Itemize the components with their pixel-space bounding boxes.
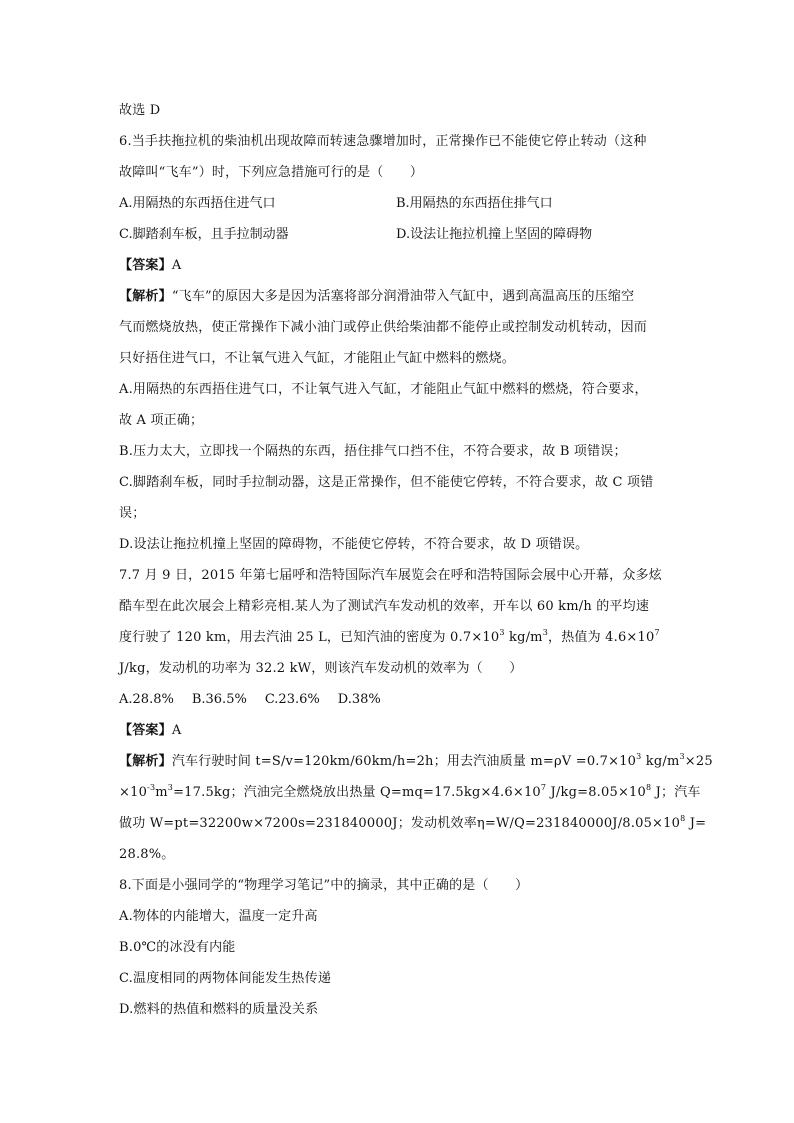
q6-explain-a-line-1: A.用隔热的东西捂住进气口，不让氧气进入气缸，才能阻止气缸中燃料的燃烧，符合要求， bbox=[119, 382, 648, 397]
superscript: 3 bbox=[636, 752, 642, 761]
q8-option-d: D.燃料的热值和燃料的质量没关系 bbox=[119, 1002, 319, 1017]
q6-explain-c-line-2: 误； bbox=[119, 506, 146, 521]
q7-analysis-line-2 bbox=[119, 783, 701, 803]
analysis-tag: 【解析】 bbox=[119, 289, 172, 304]
q6-stem-line-1: 6.当手扶拖拉机的柴油机出现故障而转速急骤增加时，正常操作已不能使它停止转动（这种 bbox=[119, 134, 647, 149]
answer-value: A bbox=[171, 723, 182, 738]
text-segment: ，热值为 4.6×10 bbox=[548, 630, 655, 645]
text-segment: kg/m bbox=[504, 630, 543, 645]
q6-stem-line-2: 故障叫“飞车”）时，下列应急措施可行的是（ ） bbox=[119, 165, 424, 180]
superscript: 3 bbox=[499, 628, 505, 637]
text-segment: J= bbox=[685, 816, 707, 831]
q6-answer bbox=[119, 256, 679, 276]
text-segment: 汽车行驶时间 t=S/v=120km/60km/h=2h；用去汽油质量 m=ρV =0.7×10 bbox=[171, 754, 637, 769]
text-segment: ×10 bbox=[119, 785, 148, 800]
q7-option-b: B.36.5% bbox=[191, 692, 247, 707]
answer-tag: 【答案】 bbox=[119, 723, 172, 738]
q7-analysis-line-1 bbox=[119, 752, 713, 772]
q6-option-c: C.脚踏刹车板，且手拉制动器 bbox=[119, 227, 289, 242]
q8-option-c: C.温度相同的两物体间能发生热传递 bbox=[119, 971, 332, 986]
q8-option-a: A.物体的内能增大，温度一定升高 bbox=[119, 909, 318, 924]
q7-option-d: D.38% bbox=[337, 692, 381, 707]
q7-option-a: A.28.8% bbox=[119, 692, 174, 707]
q6-analysis-line-3: 只好捂住进气口，不让氧气进入气缸，才能阻止气缸中燃料的燃烧。 bbox=[119, 351, 516, 366]
q7-analysis-line-3 bbox=[119, 814, 707, 834]
q7-answer bbox=[119, 721, 679, 741]
text-segment: J/kg=8.05×10 bbox=[546, 785, 646, 800]
q7-stem-line-3 bbox=[119, 628, 679, 648]
text-segment: ×25 bbox=[684, 754, 713, 769]
text-segment: m bbox=[155, 785, 168, 800]
q6-explain-a-line-2: 故 A 项正确； bbox=[119, 413, 204, 428]
answer-value: A bbox=[171, 258, 182, 273]
superscript: 3 bbox=[167, 783, 174, 792]
q7-stem-line-1: 7.7 月 9 日，2015 年第七届呼和浩特国际汽车展览会在呼和浩特国际会展中心开幕，众多炫 bbox=[119, 568, 662, 583]
q6-explain-d: D.设法让拖拉机撞上坚固的障碍物，不能使它停转，不符合要求，故 D 项错误。 bbox=[119, 537, 589, 552]
answer-tag: 【答案】 bbox=[119, 258, 172, 273]
superscript: 8 bbox=[645, 783, 652, 792]
q6-analysis-line-1 bbox=[119, 287, 679, 307]
analysis-text: “飞车”的原因大多是因为活塞将部分润滑油带入气缸中，遇到高温高压的压缩空 bbox=[171, 289, 635, 304]
analysis-tag: 【解析】 bbox=[119, 754, 172, 769]
q7-stem-line-4: J/kg，发动机的功率为 32.2 kW，则该汽车发动机的效率为（ ） bbox=[119, 661, 523, 676]
q6-option-a: A.用隔热的东西捂住进气口 bbox=[119, 196, 276, 211]
q7-stem-line-2: 酷车型在此次展会上精彩亮相.某人为了测试汽车发动机的效率，开车以 60 km/h 的平均速 bbox=[119, 599, 650, 614]
q7-analysis-line-4: 28.8%。 bbox=[119, 847, 175, 862]
superscript: 7 bbox=[540, 783, 547, 792]
q6-option-d: D.设法让拖拉机撞上坚固的障碍物 bbox=[396, 227, 593, 242]
q6-options-row-1 bbox=[119, 194, 679, 214]
text-segment: J；汽车 bbox=[651, 785, 701, 800]
q6-explain-c-line-1: C.脚踏刹车板，同时手拉制动器，这是正常操作，但不能使它停转，不符合要求，故 C 项错 bbox=[119, 475, 654, 490]
q8-stem: 8.下面是小强同学的“物理学习笔记”中的摘录，其中正确的是（ ） bbox=[119, 878, 529, 893]
q5-conclusion: 故选 D bbox=[119, 103, 161, 118]
text-segment: 度行驶了 120 km，用去汽油 25 L，已知汽油的密度为 0.7×10 bbox=[119, 630, 500, 645]
text-segment: 做功 W=pt=32200w×7200s=231840000J；发动机效率η=W/Q=231840000J/8.05×10 bbox=[119, 816, 681, 831]
superscript: 8 bbox=[680, 814, 686, 823]
q7-options-row bbox=[119, 690, 679, 710]
superscript: 3 bbox=[679, 752, 685, 761]
superscript: -3 bbox=[147, 783, 156, 792]
text-segment: kg/m bbox=[641, 754, 680, 769]
superscript: 3 bbox=[542, 628, 549, 637]
superscript: 7 bbox=[654, 628, 660, 637]
document-page bbox=[119, 101, 713, 1031]
q8-option-b: B.0℃的冰没有内能 bbox=[119, 940, 236, 955]
text-segment: =17.5kg；汽油完全燃烧放出热量 Q=mq=17.5kg×4.6×10 bbox=[173, 785, 541, 800]
q6-options-row-2 bbox=[119, 225, 679, 245]
q6-explain-b: B.压力太大，立即找一个隔热的东西，捂住排气口挡不住，不符合要求，故 B 项错误； bbox=[119, 444, 627, 459]
q7-option-c: C.23.6% bbox=[264, 692, 320, 707]
q6-analysis-line-2: 气而燃烧放热，使正常操作下减小油门或停止供给柴油都不能停止或控制发动机转动，因而 bbox=[119, 320, 648, 335]
q6-option-b: B.用隔热的东西捂住排气口 bbox=[396, 196, 553, 211]
